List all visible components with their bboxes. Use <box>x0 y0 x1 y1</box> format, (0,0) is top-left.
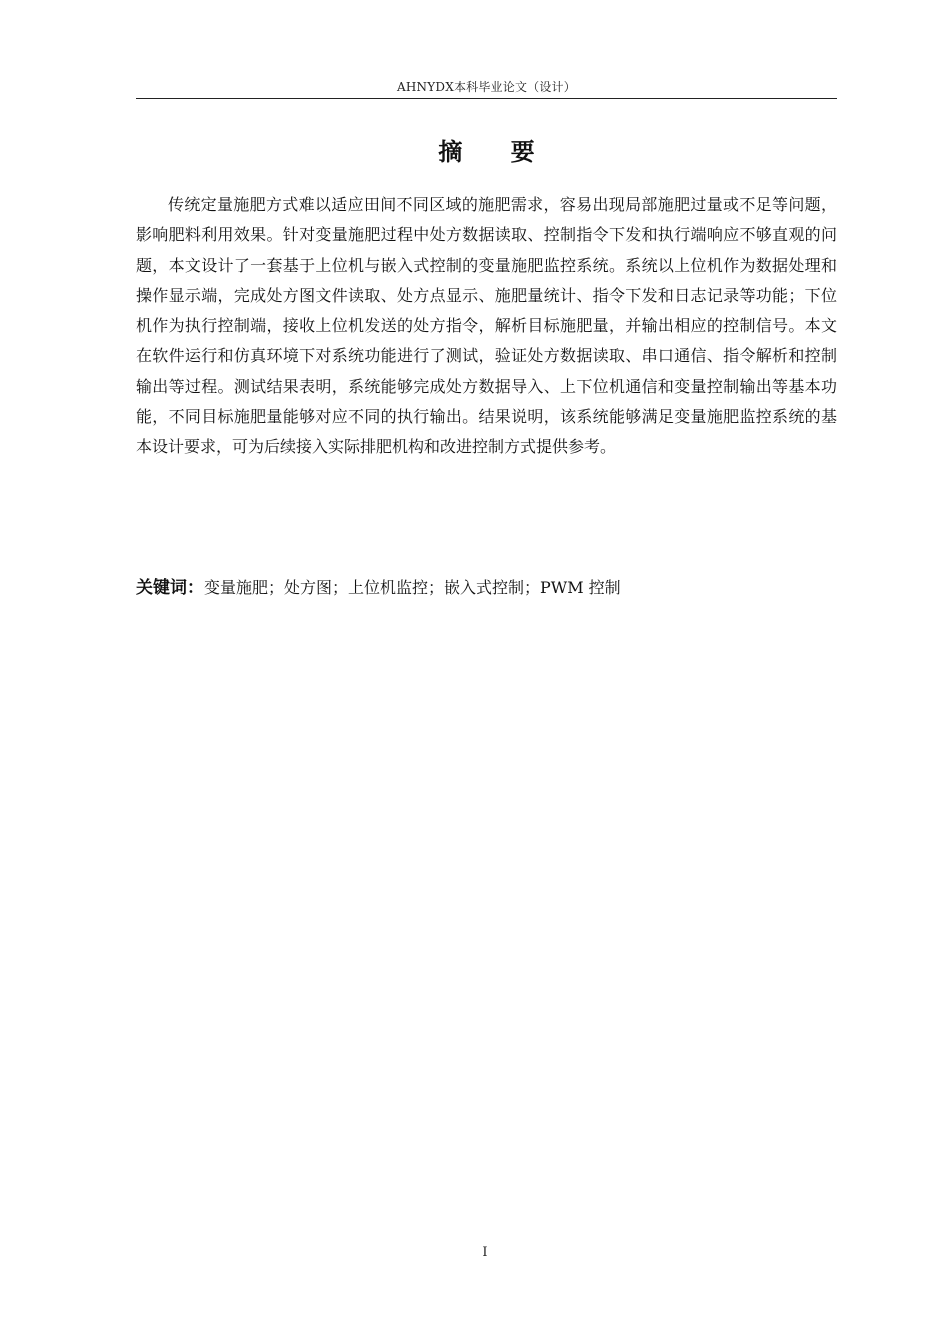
keywords-terms: 变量施肥；处方图；上位机监控；嵌入式控制；PWM 控制 <box>204 578 621 597</box>
header-rule <box>136 98 837 99</box>
abstract-body: 传统定量施肥方式难以适应田间不同区域的施肥需求，容易出现局部施肥过量或不足等问题，影响肥料利用效果。针对变量施肥过程中处方数据读取、控制指令下发和执行端响应不够直观的问题，本文设计了一套基于上位机与嵌入式控制的变量施肥监控系统。系统以上位机作为数据处理和操作显示端，完成处方图文件读取、处方点显示、施肥量统计、指令下发和日志记录等功能；下位机作为执行控制端，接收上位机发送的处方指令，解析目标施肥量，并输出相应的控制信号。本文在软件运行和仿真环境下对系统功能进行了测试，验证处方数据读取、串口通信、指令解析和控制输出等过程。测试结果表明，系统能够完成处方数据导入、上下位机通信和变量控制输出等基本功能，不同目标施肥量能够对应不同的执行输出。结果说明，该系统能够满足变量施肥监控系统的基本设计要求，可为后续接入实际排肥机构和改进控制方式提供参考。 <box>136 195 837 457</box>
abstract-title: 摘 要 <box>438 138 555 166</box>
running-header: AHNYDX本科毕业论文（设计） <box>397 80 576 94</box>
keywords-label: 关键词： <box>136 578 204 598</box>
keywords-line <box>136 574 837 602</box>
page-number: I <box>482 1245 488 1260</box>
